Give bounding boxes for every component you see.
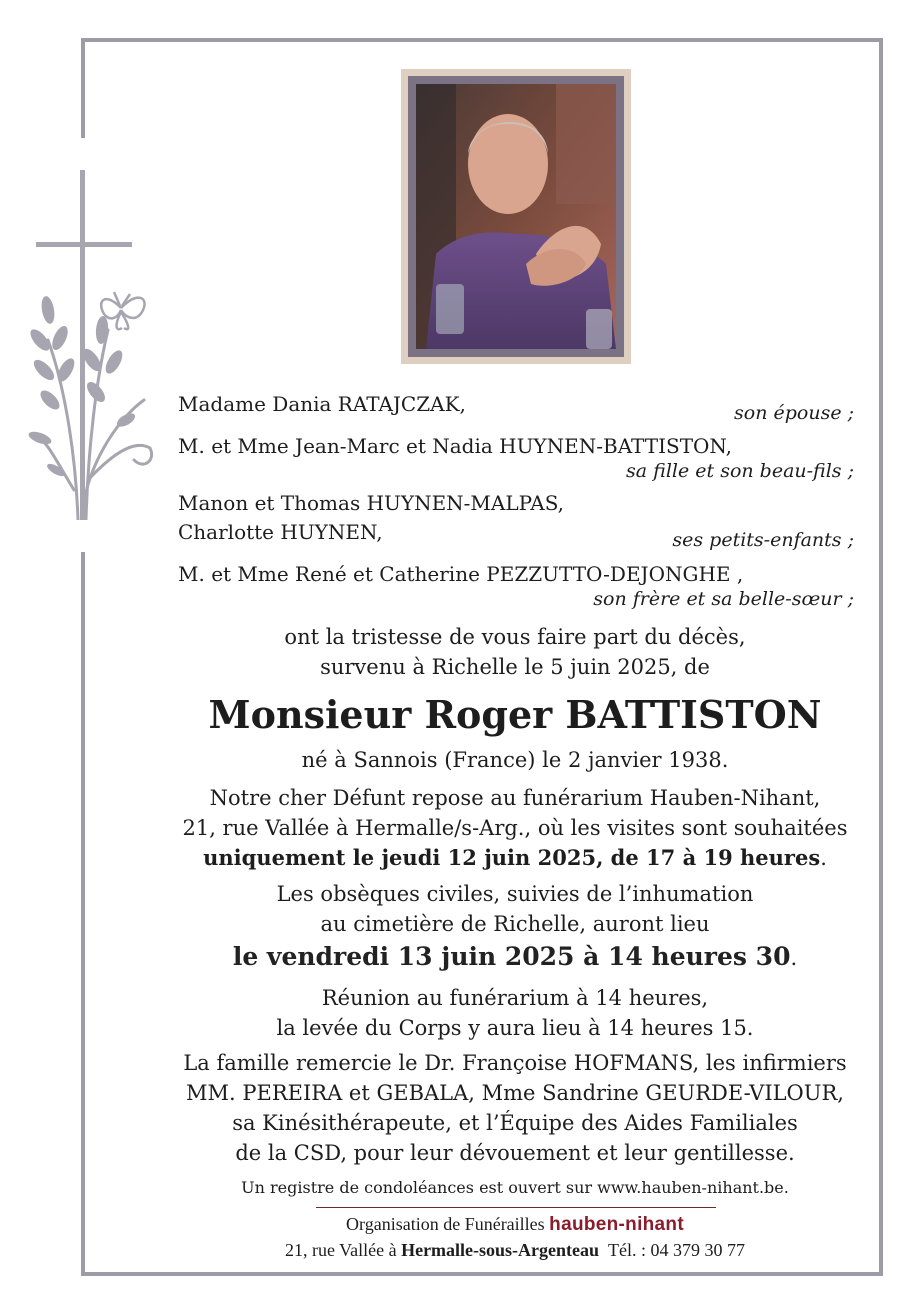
frame-left-border-upper — [81, 38, 85, 138]
deceased-birth: né à Sannois (France) le 2 janvier 1938. — [301, 748, 729, 772]
family-relation-daughter: sa fille et son beau-fils ; — [626, 460, 854, 482]
visitation-section — [110, 783, 918, 873]
visitation-line-1: Notre cher Défunt repose au funérarium Hauben-Nihant, — [209, 786, 821, 810]
family-name-brother: M. et Mme René et Catherine PEZZUTTO-DEJONGHE , — [178, 562, 744, 586]
funeral-line-1: Les obsèques civiles, suivies de l’inhumation — [276, 882, 754, 906]
thanks-line-2: MM. PEREIRA et GEBALA, Mme Sandrine GEURDE-VILOUR, — [186, 1081, 844, 1105]
announcement-text — [110, 622, 918, 682]
organisation-divider — [316, 1207, 716, 1208]
frame-left-border-lower — [81, 552, 85, 1276]
portrait-photo — [416, 84, 616, 349]
organisation-line — [110, 1214, 918, 1236]
organisation-address — [110, 1240, 918, 1261]
announcement-line-1: ont la tristesse de vous faire part du décès, — [284, 625, 746, 649]
meeting-line-2: la levée du Corps y aura lieu à 14 heures 15. — [276, 1016, 754, 1040]
address-city: Hermalle-sous-Argenteau — [401, 1240, 600, 1260]
funeral-emphasis-line — [110, 942, 918, 973]
thanks-line-4: de la CSD, pour leur dévouement et leur gentillesse. — [235, 1141, 795, 1165]
family-relation-grandchildren: ses petits-enfants ; — [672, 529, 854, 551]
visitation-line-2: 21, rue Vallée à Hermalle/s-Arg., où les visites sont souhaitées — [182, 816, 848, 840]
organisation-prefix: Organisation de Funérailles — [346, 1214, 545, 1234]
wheat-butterfly-ornament-icon — [26, 270, 156, 520]
visitation-emphasis-line — [110, 843, 918, 873]
funeral-section — [110, 879, 918, 939]
meeting-section — [110, 983, 918, 1043]
visitation-emphasis: uniquement le jeudi 12 juin 2025, de 17 à 19 heures — [203, 845, 821, 870]
portrait-mat — [408, 76, 624, 357]
condolence-registry-text: Un registre de condoléances est ouvert sur www.hauben-nihant.be. — [241, 1178, 789, 1197]
funeral-line-2: au cimetière de Richelle, auront lieu — [320, 912, 710, 936]
announcement-line-2: survenu à Richelle le 5 juin 2025, de — [320, 655, 710, 679]
cross-horizontal-bar — [36, 242, 132, 247]
funeral-emphasis: le vendredi 13 juin 2025 à 14 heures 30 — [232, 942, 791, 971]
visitation-end: . — [820, 846, 827, 870]
portrait-frame — [401, 69, 631, 364]
thanks-line-3: sa Kinésithérapeute, et l’Équipe des Aides Familiales — [232, 1111, 798, 1135]
family-name-grandchildren-1: Manon et Thomas HUYNEN-MALPAS, — [178, 491, 565, 515]
thanks-section — [110, 1048, 918, 1168]
brand-logo: hauben-nihant — [549, 1214, 684, 1235]
phone-number: Tél. : 04 379 30 77 — [608, 1240, 746, 1260]
frame-bottom-border — [81, 1272, 883, 1276]
family-relation-brother: son frère et sa belle-sœur ; — [593, 588, 854, 610]
family-name-daughter: M. et Mme Jean-Marc et Nadia HUYNEN-BATTISTON, — [178, 434, 733, 458]
thanks-line-1: La famille remercie le Dr. Françoise HOFMANS, les infirmiers — [183, 1051, 847, 1075]
deceased-name: Monsieur Roger BATTISTON — [208, 692, 822, 737]
frame-top-border — [81, 38, 883, 42]
family-name-spouse: Madame Dania RATAJCZAK, — [178, 392, 466, 416]
family-name-grandchildren-2: Charlotte HUYNEN, — [178, 520, 383, 544]
meeting-line-1: Réunion au funérarium à 14 heures, — [321, 986, 709, 1010]
funeral-end: . — [790, 946, 798, 970]
address-prefix: 21, rue Vallée à — [284, 1240, 397, 1260]
family-relation-spouse: son épouse ; — [734, 402, 854, 424]
